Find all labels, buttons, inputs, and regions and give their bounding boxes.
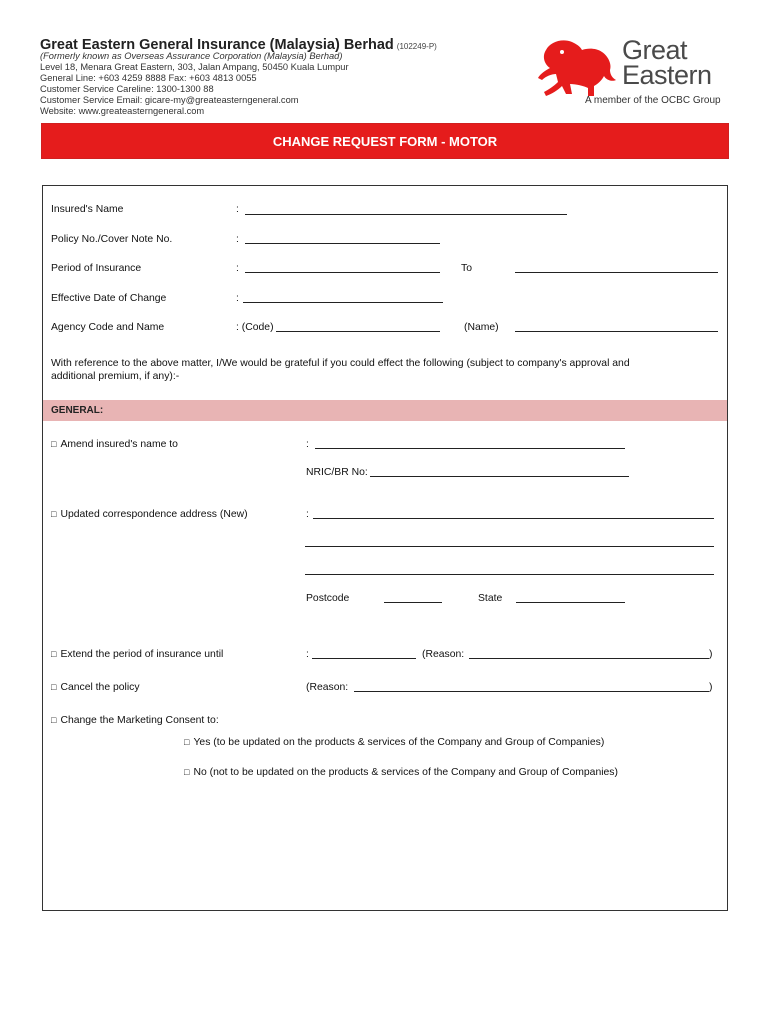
- marketing-consent-label: Change the Marketing Consent to:: [60, 715, 219, 726]
- company-phone: General Line: +603 4259 8888 Fax: +603 4813 0055: [40, 73, 257, 83]
- period-label: Period of Insurance: [51, 263, 142, 274]
- extend-reason-close: ): [709, 649, 713, 660]
- agency-name-label: (Name): [464, 322, 499, 333]
- company-name: Great Eastern General Insurance (Malaysia) Berhad (102249-P): [40, 37, 437, 53]
- insured-name-colon: :: [236, 204, 239, 215]
- update-address-option[interactable]: [51, 509, 248, 520]
- update-address-colon: :: [306, 509, 309, 520]
- cancel-reason-label: (Reason:: [306, 682, 349, 693]
- extend-reason-label: (Reason:: [422, 649, 465, 660]
- amend-name-label: Amend insured's name to: [60, 439, 178, 450]
- marketing-consent-option[interactable]: [51, 715, 219, 726]
- cancel-policy-checkbox-icon[interactable]: □: [51, 682, 57, 692]
- period-to-label: To: [461, 263, 472, 274]
- effective-date-label: Effective Date of Change: [51, 293, 167, 304]
- cancel-policy-label: Cancel the policy: [60, 682, 140, 693]
- policy-no-field[interactable]: [245, 243, 440, 244]
- company-website: Website: www.greateasterngeneral.com: [40, 106, 205, 116]
- state-field[interactable]: [516, 602, 625, 603]
- amend-name-field[interactable]: [315, 448, 625, 449]
- marketing-no-label: No (not to be updated on the products & services of the Company and Group of Companies): [193, 767, 618, 778]
- marketing-yes-option[interactable]: [184, 737, 604, 748]
- company-formerly: (Formerly known as Overseas Assurance Corporation (Malaysia) Berhad): [40, 51, 343, 61]
- update-address-checkbox-icon[interactable]: □: [51, 509, 57, 519]
- address-line-1-field[interactable]: [313, 518, 714, 519]
- period-to-field[interactable]: [515, 272, 718, 273]
- company-registration: (102249-P): [396, 42, 437, 51]
- agency-label: Agency Code and Name: [51, 322, 165, 333]
- company-address: Level 18, Menara Great Eastern, 303, Jalan Ampang, 50450 Kuala Lumpur: [40, 62, 349, 72]
- effective-date-colon: :: [236, 293, 239, 304]
- intro-paragraph: With reference to the above matter, I/We would be grateful if you could effect the following (subject to company's approval and additional premium, if any):-: [51, 358, 630, 382]
- agency-code-field[interactable]: [276, 331, 440, 332]
- marketing-no-option[interactable]: [184, 767, 618, 778]
- extend-period-option[interactable]: [51, 649, 223, 660]
- address-line-2-field[interactable]: [305, 546, 714, 547]
- agency-code-label: : (Code): [236, 322, 274, 333]
- logo-text-great: Great: [622, 35, 688, 65]
- agency-name-field[interactable]: [515, 331, 718, 332]
- policy-no-label: Policy No./Cover Note No.: [51, 234, 173, 245]
- company-email: Customer Service Email: gicare-my@greateasterngeneral.com: [40, 95, 299, 105]
- logo-tagline: A member of the OCBC Group: [585, 95, 721, 106]
- cancel-reason-close: ): [709, 682, 713, 693]
- form-title: CHANGE REQUEST FORM - MOTOR: [272, 133, 498, 149]
- nric-field[interactable]: [370, 476, 629, 477]
- extend-reason-field[interactable]: [469, 658, 709, 659]
- marketing-yes-checkbox-icon[interactable]: □: [184, 737, 190, 747]
- amend-name-colon: :: [306, 439, 309, 450]
- period-from-field[interactable]: [245, 272, 440, 273]
- postcode-field[interactable]: [384, 602, 442, 603]
- update-address-label: Updated correspondence address (New): [60, 509, 248, 520]
- form-title-banner: [42, 124, 728, 158]
- period-colon: :: [236, 263, 239, 274]
- general-heading: GENERAL:: [51, 405, 104, 416]
- policy-no-colon: :: [236, 234, 239, 245]
- insured-name-field[interactable]: [245, 214, 567, 215]
- extend-period-checkbox-icon[interactable]: □: [51, 649, 57, 659]
- cancel-policy-option[interactable]: [51, 682, 140, 693]
- effective-date-field[interactable]: [243, 302, 443, 303]
- postcode-label: Postcode: [306, 593, 350, 604]
- company-careline: Customer Service Careline: 1300-1300 88: [40, 84, 214, 94]
- general-section-header: [43, 400, 727, 421]
- nric-label: NRIC/BR No:: [306, 467, 368, 478]
- cancel-reason-field[interactable]: [354, 691, 709, 692]
- insured-name-label: Insured's Name: [51, 204, 124, 215]
- marketing-consent-checkbox-icon[interactable]: □: [51, 715, 57, 725]
- state-label: State: [478, 593, 503, 604]
- amend-name-checkbox-icon[interactable]: □: [51, 439, 57, 449]
- logo-text-eastern: Eastern: [622, 60, 712, 90]
- marketing-yes-label: Yes (to be updated on the products & services of the Company and Group of Companies): [193, 737, 605, 748]
- extend-period-label: Extend the period of insurance until: [60, 649, 224, 660]
- address-line-3-field[interactable]: [305, 574, 714, 575]
- amend-name-option[interactable]: [51, 439, 178, 450]
- extend-period-colon: :: [306, 649, 309, 660]
- extend-until-field[interactable]: [312, 658, 416, 659]
- marketing-no-checkbox-icon[interactable]: □: [184, 767, 190, 777]
